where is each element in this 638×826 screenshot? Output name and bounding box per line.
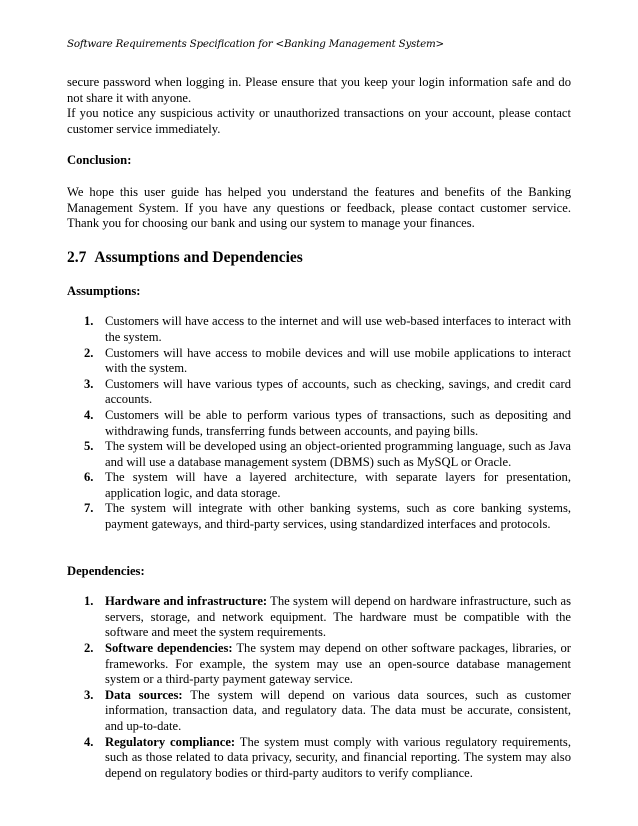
- list-text: Customers will be able to perform various types of transactions, such as depositing and withdrawing funds, transferring funds between accounts, and paying bills.: [105, 407, 571, 438]
- list-number: 1.: [84, 594, 94, 609]
- list-item: [67, 470, 571, 501]
- list-text: The system may depend on other software packages, libraries, or frameworks. For example, the system may use an open-source database management system or a third-party payment gateway service.: [105, 641, 571, 687]
- list-text: The system will depend on hardware infrastructure, such as servers, storage, and network equipment. The hardware must be compatible with the software and meet the system requirements.: [105, 594, 572, 640]
- running-header: Software Requirements Specification for <Banking Management System>: [67, 38, 444, 50]
- list-text: Customers will have various types of accounts, such as checking, savings, and credit card accounts.: [105, 376, 571, 407]
- assumptions-list: [67, 314, 571, 532]
- conclusion-label: Conclusion:: [67, 153, 132, 168]
- list-number: 1.: [84, 314, 94, 329]
- list-number: 6.: [84, 470, 94, 485]
- list-item: [67, 377, 571, 408]
- list-number: 7.: [84, 501, 94, 516]
- intro-paragraph: If you notice any suspicious activity or unauthorized transactions on your account, please contact customer service immediately.: [67, 106, 571, 136]
- intro-paragraph: secure password when logging in. Please ensure that you keep your login information safe and do not share it with anyone.: [67, 75, 571, 105]
- dependencies-label: Dependencies:: [67, 563, 145, 578]
- list-text: The system will have a layered architecture, with separate layers for presentation, application logic, and data storage.: [105, 470, 571, 500]
- conclusion-paragraph: We hope this user guide has helped you understand the features and benefits of the Banking Management System. If you have any questions or feedback, please contact customer service. Thank you for choosing our bank and using our system to manage your finances.: [67, 184, 571, 231]
- list-item: [67, 439, 571, 470]
- section-title: Assumptions and Dependencies: [94, 248, 303, 266]
- list-number: 4.: [84, 407, 94, 422]
- list-text: Customers will have access to the internet and will use web-based interfaces to interact with the system.: [105, 314, 571, 344]
- list-number: 3.: [84, 376, 94, 391]
- list-number: 2.: [84, 345, 94, 360]
- list-text: The system will integrate with other banking systems, such as core banking systems, payment gateways, and third-party services, using standardized interfaces and protocols.: [105, 501, 571, 532]
- dependency-term: Software dependencies:: [105, 641, 233, 656]
- list-item: [67, 735, 571, 782]
- list-number: 5.: [84, 439, 94, 454]
- dependency-term: Regulatory compliance:: [105, 734, 236, 749]
- dependency-term: Data sources:: [105, 687, 183, 702]
- list-number: 2.: [84, 641, 94, 656]
- list-item: [67, 594, 571, 641]
- dependency-term: Hardware and infrastructure:: [105, 594, 268, 609]
- section-heading: [67, 248, 571, 268]
- section-number: 2.7: [67, 248, 87, 266]
- list-number: 3.: [84, 687, 94, 702]
- list-item: [67, 641, 571, 688]
- list-text: Customers will have access to mobile devices and will use mobile applications to interact with the system.: [105, 345, 571, 376]
- list-item: [67, 346, 571, 377]
- list-item: [67, 501, 571, 532]
- page-content: [67, 75, 571, 781]
- list-item: [67, 408, 571, 439]
- assumptions-label: Assumptions:: [67, 283, 141, 298]
- dependencies-list: [67, 594, 571, 781]
- list-item: [67, 314, 571, 345]
- list-number: 4.: [84, 734, 94, 749]
- list-item: [67, 688, 571, 735]
- list-text: The system must comply with various regulatory requirements, such as those related to data privacy, security, and financial reporting. The system may also depend on regulatory bodies or third-party auditors to verify compliance.: [105, 734, 571, 780]
- list-text: The system will depend on various data sources, such as customer information, transaction data, and regulatory data. The data must be accurate, consistent, and up-to-date.: [105, 687, 571, 733]
- list-text: The system will be developed using an object-oriented programming language, such as Java and will use a database management system (DBMS) such as MySQL or Oracle.: [105, 439, 571, 469]
